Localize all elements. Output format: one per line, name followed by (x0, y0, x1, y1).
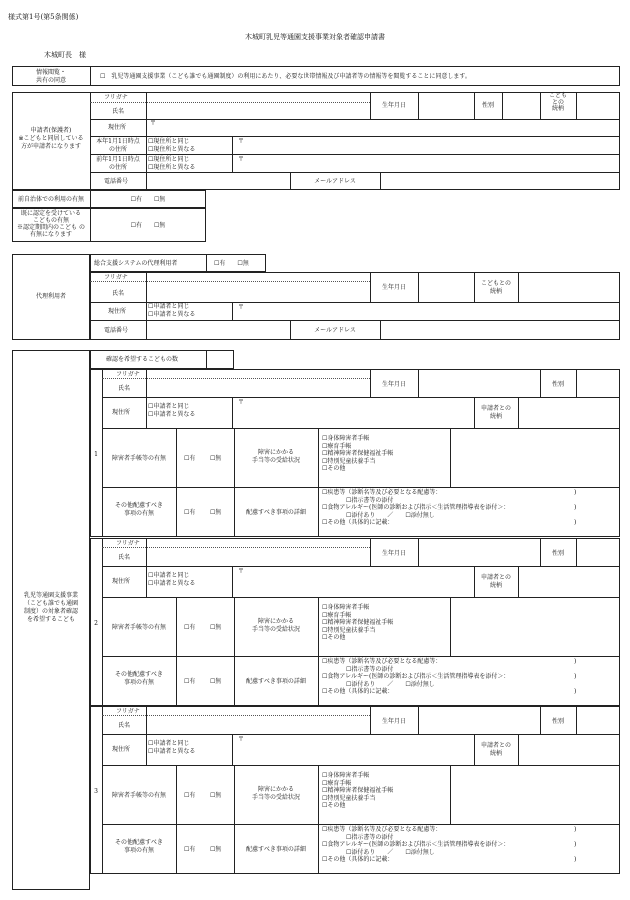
consent-checkbox[interactable]: ☐ 乳児等通園支援事業（こども誰でも通園制度）の利用にあたり、必要な世帯情報及び申請者等の情報等を閲覧することに同意します。 (100, 73, 471, 80)
applicant-jan1-this-label: 本年1月1日時点 の住所 (96, 138, 140, 153)
children-section-label: 乳児等通園支援事業 （こども誰でも通園 制度）の対象者確認 を希望するこども (23, 592, 78, 623)
agent-section-label: 代理利用者 (35, 293, 66, 300)
child-allowance-label: 障害にかかる 手当等の受給状況 (251, 449, 300, 464)
child-gender-label: 性別 (551, 381, 564, 388)
child-disability-label: 障害者手帳等の有無 (111, 792, 166, 799)
child-care-paren: ) (574, 504, 577, 511)
child-name-label: 氏名 (118, 554, 131, 561)
child-care-options[interactable]: ☐疾患等（診断名等及び必要となる配慮等： ☐指示書等の添付 ☐食物アレルギー(医師の診断および指示＜生活管理指導表を添付＞： ☐添付あり ／ ☐添付無し ☐その他（具体的に記載： (322, 826, 510, 863)
child-care-no[interactable]: ☐無 (210, 678, 222, 685)
child-care-label: その他配慮すべき 事項の有無 (115, 502, 163, 517)
child-name-label: 氏名 (118, 722, 131, 729)
child-disability-label: 障害者手帳等の有無 (111, 455, 166, 462)
child-disability-yes[interactable]: ☐有 (184, 792, 196, 799)
child-disability-label: 障害者手帳等の有無 (111, 624, 166, 631)
child-postal: 〒 (238, 736, 245, 743)
child-care-no[interactable]: ☐無 (210, 846, 222, 853)
child-number: 1 (94, 451, 98, 458)
child-care-detail-label: 配慮すべき事項の詳細 (246, 678, 306, 685)
applicant-phone-label: 電話番号 (104, 178, 129, 185)
child-care-detail-label: 配慮すべき事項の詳細 (246, 846, 306, 853)
other-child-label: 既に認定を受けている こどもの有無 ※認定期間内のこども の 有無になります (17, 210, 85, 238)
child-care-paren: ) (574, 856, 577, 863)
other-child-choice[interactable]: ☐有 ☐無 (130, 222, 166, 229)
child-care-paren: ) (574, 673, 577, 680)
applicant-jan1-prev-label: 前年1月1日時点 の住所 (96, 156, 140, 171)
child-disability-no[interactable]: ☐無 (210, 792, 222, 799)
applicant-name-label: 氏名 (112, 108, 125, 115)
child-care-no[interactable]: ☐無 (210, 509, 222, 516)
child-disability-yes[interactable]: ☐有 (184, 455, 196, 462)
child-number: 2 (94, 620, 98, 627)
child-care-paren: ) (574, 826, 577, 833)
child-gender-label: 性別 (551, 718, 564, 725)
agent-email-label: メールアドレス (314, 327, 356, 334)
child-allowance-label: 障害にかかる 手当等の受給状況 (251, 786, 300, 801)
child-care-paren: ) (574, 489, 577, 496)
agent-relation-label: こどもとの 続柄 (480, 280, 511, 295)
prev-use-choice[interactable]: ☐有 ☐無 (130, 196, 166, 203)
agent-birthdate-label: 生年月日 (381, 284, 406, 291)
child-disability-no[interactable]: ☐無 (210, 455, 222, 462)
child-furigana-label: フリガナ (116, 540, 140, 547)
page-title: 木城町乳児等通園支援事業対象者確認申請書 (245, 33, 385, 41)
agent-name-label: 氏名 (112, 290, 125, 297)
child-postal: 〒 (238, 568, 245, 575)
child-birthdate-label: 生年月日 (381, 381, 406, 388)
child-care-paren: ) (574, 688, 577, 695)
child-care-options[interactable]: ☐疾患等（診断名等及び必要となる配慮等： ☐指示書等の添付 ☐食物アレルギー(医師の診断および指示＜生活管理指導表を添付＞： ☐添付あり ／ ☐添付無し ☐その他（具体的に記載： (322, 489, 510, 526)
applicant-name-field[interactable] (148, 104, 368, 117)
addressee: 木城町長 様 (44, 51, 86, 59)
child-care-label: その他配慮すべき 事項の有無 (115, 839, 163, 854)
child-allowance-options[interactable]: ☐身体障害者手帳 ☐療育手帳 ☐精神障害者保健福祉手帳 ☐特別児童扶養手当 ☐その他 (322, 604, 394, 641)
form-number: 様式第1号(第5条関係) (8, 13, 79, 21)
child-care-yes[interactable]: ☐有 (184, 846, 196, 853)
child-gender-label: 性別 (551, 550, 564, 557)
consent-label: 情報閲覧・ 共有の同意 (35, 69, 66, 84)
child-relation-label: 申請者との 続柄 (480, 574, 511, 589)
child-address-label: 現住所 (112, 578, 131, 585)
applicant-jan1-prev-choice[interactable]: ☐現住所と同じ ☐現住所と異なる (148, 156, 196, 171)
applicant-birthdate-label: 生年月日 (381, 102, 406, 109)
child-birthdate-label: 生年月日 (381, 550, 406, 557)
child-address-label: 現住所 (112, 746, 131, 753)
applicant-address-label: 現住所 (108, 124, 127, 131)
child-address-choice[interactable]: ☐申請者と同じ ☐申請者と異なる (148, 403, 196, 418)
child-address-choice[interactable]: ☐申請者と同じ ☐申請者と異なる (148, 740, 196, 755)
child-care-label: その他配慮すべき 事項の有無 (115, 671, 163, 686)
applicant-postal: 〒 (150, 120, 157, 127)
agent-furigana-label: フリガナ (104, 274, 128, 281)
child-disability-no[interactable]: ☐無 (210, 624, 222, 631)
child-furigana-label: フリガナ (116, 371, 140, 378)
child-name-label: 氏名 (118, 385, 131, 392)
child-care-detail-label: 配慮すべき事項の詳細 (246, 509, 306, 516)
child-allowance-options[interactable]: ☐身体障害者手帳 ☐療育手帳 ☐精神障害者保健福祉手帳 ☐特別児童扶養手当 ☐その他 (322, 772, 394, 809)
child-care-yes[interactable]: ☐有 (184, 509, 196, 516)
child-disability-yes[interactable]: ☐有 (184, 624, 196, 631)
agent-system-label: 総合支援システムの代理利用者 (94, 260, 178, 267)
child-address-label: 現住所 (112, 409, 131, 416)
agent-address-label: 現住所 (108, 308, 127, 315)
children-count-label: 確認を希望するこどもの数 (106, 356, 179, 363)
child-care-paren: ) (574, 841, 577, 848)
child-relation-label: 申請者との 続柄 (480, 405, 511, 420)
agent-system-choice[interactable]: ☐有 ☐無 (214, 260, 249, 267)
child-care-yes[interactable]: ☐有 (184, 678, 196, 685)
child-allowance-label: 障害にかかる 手当等の受給状況 (251, 618, 300, 633)
child-furigana-label: フリガナ (116, 708, 140, 715)
agent-address-choice[interactable]: ☐申請者と同じ ☐申請者と異なる (148, 303, 196, 318)
child-birthdate-label: 生年月日 (381, 718, 406, 725)
child-relation-label: 申請者との 続柄 (480, 742, 511, 757)
child-number: 3 (94, 788, 98, 795)
child-care-paren: ) (574, 519, 577, 526)
applicant-furigana-label: フリガナ (104, 94, 128, 101)
applicant-jan1-this-choice[interactable]: ☐現住所と同じ ☐現住所と異なる (148, 138, 196, 153)
applicant-section-label: 申請者(保護者) ※こどもと同居している 方が申請者になります (18, 127, 84, 150)
applicant-relation-label: こども との 続柄 (548, 92, 567, 112)
agent-phone-label: 電話番号 (104, 327, 129, 334)
child-care-paren: ) (574, 658, 577, 665)
child-allowance-options[interactable]: ☐身体障害者手帳 ☐療育手帳 ☐精神障害者保健福祉手帳 ☐特別児童扶養手当 ☐その他 (322, 435, 394, 472)
prev-use-label: 前自治体での利用の有無 (17, 196, 84, 203)
applicant-email-label: メールアドレス (314, 178, 356, 185)
child-postal: 〒 (238, 399, 245, 406)
child-address-choice[interactable]: ☐申請者と同じ ☐申請者と異なる (148, 572, 196, 587)
applicant-gender-label: 性別 (481, 102, 494, 109)
child-care-options[interactable]: ☐疾患等（診断名等及び必要となる配慮等： ☐指示書等の添付 ☐食物アレルギー(医師の診断および指示＜生活管理指導表を添付＞： ☐添付あり ／ ☐添付無し ☐その他（具体的に記載： (322, 658, 510, 695)
